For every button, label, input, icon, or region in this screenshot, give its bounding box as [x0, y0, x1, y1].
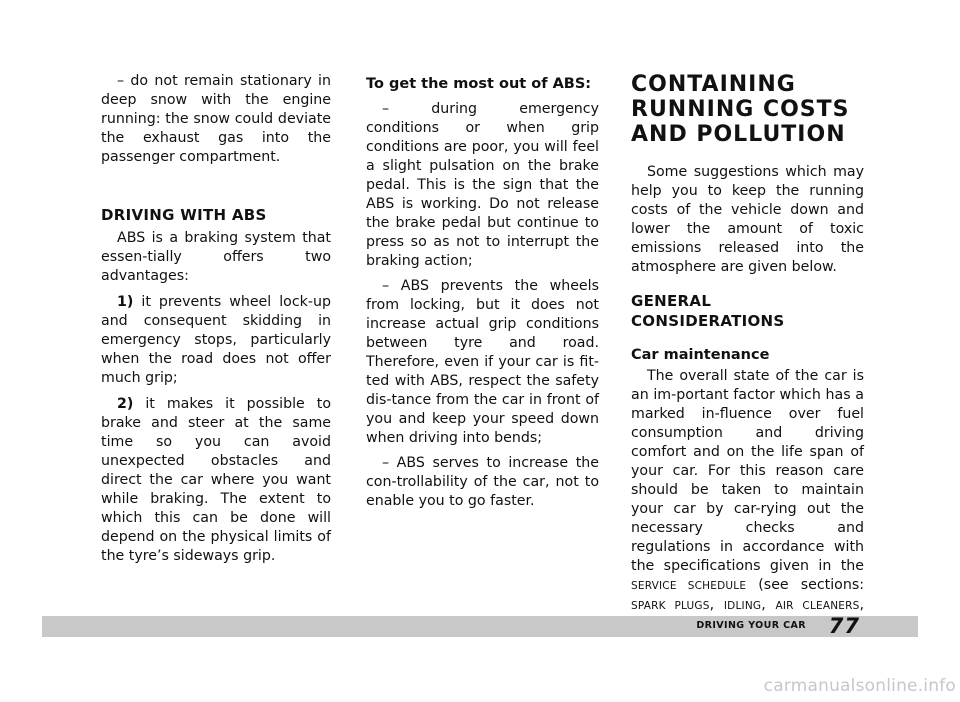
- heading-get-most-abs: To get the most out of ABS:: [366, 76, 592, 92]
- page-footer-bar: [42, 616, 918, 637]
- heading-car-maintenance: Car maintenance: [631, 347, 770, 363]
- paragraph-wheel-locking: – ABS prevents the wheels from locking, but it does not increase actual grip conditions between tyre and road. Therefore, even if your car is fit-ted with ABS, respect the safety dis-tance from the car in front of you and keep your speed down when driving into bends;: [366, 278, 599, 446]
- title-line-2: RUNNING COSTS: [631, 97, 850, 122]
- page-number: 77: [828, 614, 860, 638]
- paragraph-abs-intro: ABS is a braking system that essen-tially offers two advantages:: [101, 230, 331, 284]
- see-sections-text: (see sections:: [758, 577, 865, 593]
- heading-general-line-2: CONSIDERATIONS: [631, 312, 785, 330]
- section-title: [631, 72, 864, 147]
- heading-general-line-1: GENERAL: [631, 292, 712, 310]
- title-line-1: CONTAINING: [631, 72, 796, 97]
- paragraph-pulsation: – during emergency conditions or when grip conditions are poor, you will feel a slight pulsation on the brake pedal. This is the sign that the ABS is working. Do not release the brake pedal but continue to press so as not to interrupt the braking action;: [366, 101, 599, 269]
- list-item-2: [101, 395, 331, 566]
- paragraph-snow-warning: – do not remain stationary in deep snow with the engine running: the snow could deviate the exhaust gas into the passenger compartment.: [101, 73, 331, 165]
- right-column: [631, 72, 864, 636]
- title-line-3: AND POLLUTION: [631, 122, 846, 147]
- footer-section-label: DRIVING YOUR CAR: [696, 620, 806, 631]
- item-number-2: 2): [117, 396, 134, 412]
- left-column: [101, 72, 331, 566]
- item-number-1: 1): [117, 294, 134, 310]
- item-text-2: it makes it possible to brake and steer at the same time so you can avoid unexpected obstacles and direct the car where you want while braking. The extent to which this can be done will depend on the physical limits of the tyre’s sideways grip.: [101, 396, 331, 564]
- paragraph-maintenance: The overall state of the car is an im-portant factor which has a marked in-fluence over fuel consumption and driving comfort and on the life span of your car. For this reason care should be taken to maintain your car by car-rying out the necessary checks and regulations in accordance with the specifications given in the SERVICE SCHEDULE (see sections: SPARK PLUGS, IDLING, AIR CLEANERS,: [631, 367, 864, 636]
- paragraph-suggestions: Some suggestions which may help you to keep the running costs of the vehicle down and lower the amount of toxic emissions released into the atmosphere are given below.: [631, 164, 864, 275]
- ref-air-cleaners: AIR CLEANERS: [775, 600, 860, 612]
- ref-spark-plugs: SPARK PLUGS: [631, 600, 710, 612]
- maintenance-text: The overall state of the car is an im-portant factor which has a marked in-fluence over fuel consumption and driving comfort and on the life span of your car. For this reason care should be taken to maintain your car by car-rying out the necessary checks and regulations in accordance with the specifications given in the: [631, 368, 864, 574]
- ref-idling: IDLING: [723, 600, 762, 612]
- heading-driving-with-abs: DRIVING WITH ABS: [101, 206, 267, 224]
- middle-column: [366, 72, 599, 511]
- list-item-1: [101, 293, 331, 388]
- watermark: carmanualsonline.info: [763, 676, 956, 696]
- paragraph-controllability: – ABS serves to increase the con-trollability of the car, not to enable you to go faster.: [366, 455, 599, 509]
- ref-service-schedule: SERVICE SCHEDULE: [631, 580, 747, 592]
- item-text-1: it prevents wheel lock-up and consequent skidding in emergency stops, particularly when the road does not offer much grip;: [101, 294, 331, 386]
